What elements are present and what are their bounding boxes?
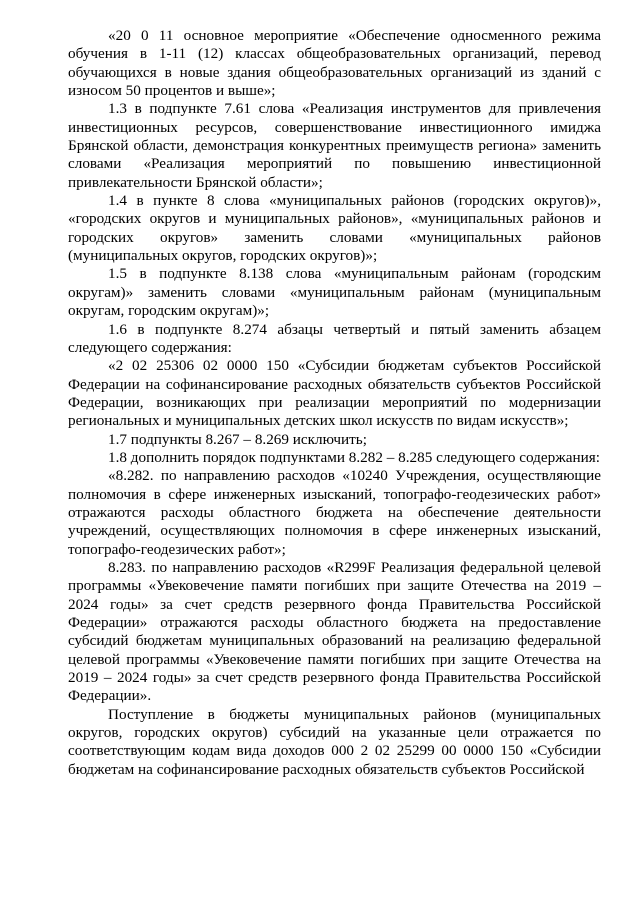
paragraph-subsidy-code: «2 02 25306 02 0000 150 «Субсидии бюджетам субъектов Российской Федерации на софинансирование расходных обязательств субъектов Российской Федерации, возникающих при реализации мероприятий по модернизации региональных и муниципальных детских школ искусств по видам искусств»; <box>68 357 601 430</box>
paragraph-item-1-6: 1.6 в подпункте 8.274 абзацы четвертый и пятый заменить абзацем следующего содержания: <box>68 320 601 356</box>
paragraph-item-1-3: 1.3 в подпункте 7.61 слова «Реализация инструментов для привлечения инвестиционных ресурсов, совершенствование инвестиционного имиджа Брянской области, демонстрация конкурентных преимуществ региона» заменить словами «Реализация мероприятий по повышению инвестиционной привлекательности Брянской области»; <box>68 100 601 191</box>
paragraph-item-1-5: 1.5 в подпункте 8.138 слова «муниципальным районам (городским округам)» заменить словами «муниципальным районам (муниципальным округам, городским округам)»; <box>68 265 601 320</box>
paragraph-item-1-8: 1.8 дополнить порядок подпунктами 8.282 – 8.285 следующего содержания: <box>108 448 600 466</box>
paragraph-8-283: 8.283. по направлению расходов «R299F Реализация федеральной целевой программы «Увековечение памяти погибших при защите Отечества на 2019 – 2024 годы» за счет средств резервного фонда Правительства Российской Федерации» отражаются расходы областного бюджета на предоставление субсидий бюджетам муниципальных образований на реализацию федеральной целевой программы «Увековечение памяти погибших при защите Отечества на 2019 – 2024 годы» за счет средств резервного фонда Правительства Российской Федерации». <box>68 558 601 705</box>
paragraph-item-1-4: 1.4 в пункте 8 слова «муниципальных районов (городских округов)», «городских округов и муниципальных районов», «муниципальных районов и городских округов» заменить словами «муниципальных районов (муниципальных округов, городских округов)»; <box>68 192 601 265</box>
paragraph-basic-measure: «20 0 11 основное мероприятие «Обеспечение односменного режима обучения в 1-11 (12) классах общеобразовательных организаций, перевод обучающихся в новые здания общеобразовательных организаций из зданий с износом 50 процентов и выше»; <box>68 27 601 100</box>
paragraph-item-1-7: 1.7 подпункты 8.267 – 8.269 исключить; <box>108 430 367 448</box>
document-body <box>68 27 601 779</box>
paragraph-receipts: Поступление в бюджеты муниципальных районов (муниципальных округов, городских округов) субсидий на указанные цели отражается по соответствующим кодам вида доходов 000 2 02 25299 00 0000 150 «Субсидии бюджетам на софинансирование расходных обязательств субъектов Российской <box>68 705 601 778</box>
paragraph-8-282: «8.282. по направлению расходов «10240 Учреждения, осуществляющие полномочия в сфере инженерных изысканий, топографо-геодезических работ» отражаются расходы областного бюджета на обеспечение деятельности учреждений, осуществляющих полномочия в сфере инженерных изысканий, топографо-геодезических работ»; <box>68 467 601 558</box>
